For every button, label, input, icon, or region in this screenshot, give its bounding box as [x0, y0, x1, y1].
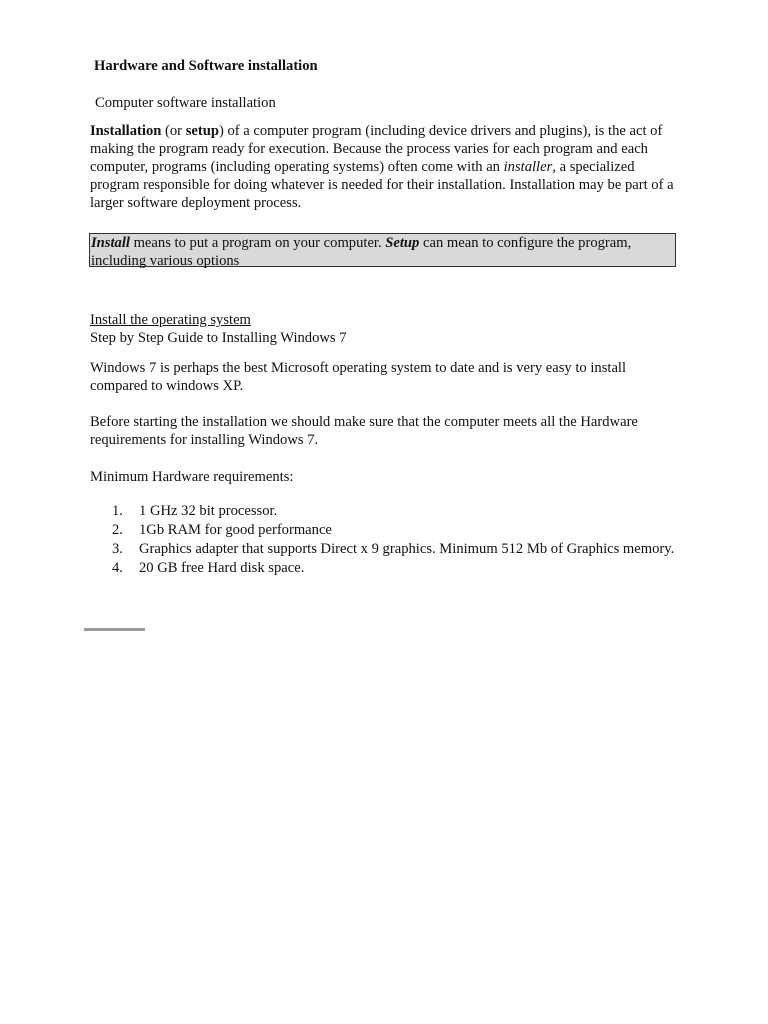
horizontal-rule	[84, 628, 145, 631]
step-guide-title: Step by Step Guide to Installing Windows 7	[90, 330, 347, 346]
list-item-number: 4.	[112, 560, 123, 576]
paragraph-text: (or	[161, 123, 186, 139]
list-item-number: 2.	[112, 522, 123, 538]
term-install: Install	[91, 235, 130, 251]
list-item-text: 1Gb RAM for good performance	[139, 522, 332, 538]
list-item	[90, 502, 680, 520]
requirements-list	[90, 502, 680, 578]
list-item	[90, 521, 680, 539]
note-text: can mean to configure the program, including various options	[91, 235, 632, 269]
term-installer: installer	[503, 159, 553, 175]
term-setup-note: Setup	[385, 235, 420, 251]
section-subtitle: Computer software installation	[95, 95, 276, 111]
note-text: means to put a program on your computer.	[129, 235, 386, 251]
os-install-heading: Install the operating system	[90, 312, 251, 328]
list-item-text: 20 GB free Hard disk space.	[139, 560, 305, 576]
list-item-number: 3.	[112, 541, 123, 557]
list-item-number: 1.	[112, 503, 123, 519]
paragraph-text: ) of a computer program (including device drivers and plugins), is the act of making the program ready for execution. Because the process varies for each program and each computer, programs (including operating systems) often come with an	[90, 123, 663, 175]
requirements-intro-paragraph: Before starting the installation we should make sure that the computer meets all the Hardware requirements for installing Windows 7.	[90, 414, 638, 448]
paragraph-text: , a specialized program responsible for doing whatever is needed for their installation. Installation may be part of a larger software deployment process.	[90, 159, 674, 211]
term-setup: setup	[185, 123, 219, 139]
list-item	[90, 540, 680, 558]
list-item	[90, 559, 680, 577]
windows7-paragraph: Windows 7 is perhaps the best Microsoft operating system to date and is very easy to install compared to windows XP.	[90, 360, 627, 394]
document-title: Hardware and Software installation	[94, 58, 318, 74]
min-requirements-label: Minimum Hardware requirements:	[90, 469, 294, 485]
list-item-text: 1 GHz 32 bit processor.	[139, 503, 278, 519]
list-item-text: Graphics adapter that supports Direct x 9 graphics. Minimum 512 Mb of Graphics memory.	[139, 541, 675, 557]
definition-note-box	[89, 233, 676, 267]
term-installation: Installation	[90, 123, 162, 139]
installation-paragraph	[90, 122, 680, 212]
